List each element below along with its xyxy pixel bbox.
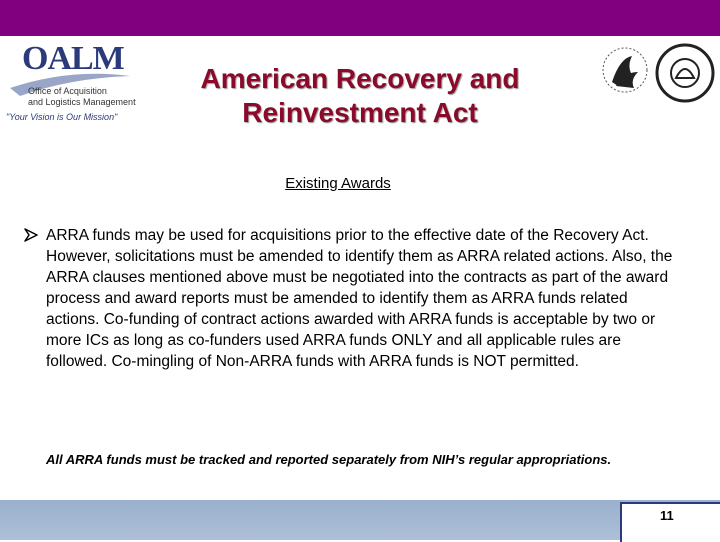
nih-seal-icon bbox=[657, 45, 713, 101]
oalm-logo-subtitle-2: and Logistics Management bbox=[28, 97, 136, 107]
oalm-logo-tagline: "Your Vision is Our Mission" bbox=[6, 112, 118, 122]
tracking-note: All ARRA funds must be tracked and reported separately from NIH’s regular appropriations. bbox=[46, 452, 612, 467]
slide-title-line-2: Reinvestment Act bbox=[242, 97, 478, 128]
header-bar bbox=[0, 0, 720, 36]
section-subheading: Existing Awards bbox=[285, 175, 391, 192]
page-number: 11 bbox=[660, 508, 674, 523]
arrow-bullet-icon bbox=[24, 228, 38, 242]
oalm-logo-text: OALM bbox=[22, 40, 124, 77]
slide-title bbox=[140, 62, 580, 130]
hhs-logo-icon bbox=[603, 48, 647, 92]
oalm-logo-subtitle-1: Office of Acquisition bbox=[28, 86, 107, 96]
nih-and-hhs-logos-icon bbox=[590, 38, 720, 108]
footer-bar bbox=[0, 500, 720, 540]
bullet-paragraph: ARRA funds may be used for acquisitions prior to the effective date of the Recovery Act. However, solicitations must be amended to identify them as ARRA related actions. Also, the ARRA clauses mentioned above must be negotiated into the contracts as part of the award process and award reports must be amended to identify them as ARRA funds related actions. Co-funding of contract actions awarded with ARRA funds is acceptable by two or more ICs as long as co-funders used ARRA funds ONLY and all applicable rules are followed. Co-mingling of Non-ARRA funds with ARRA funds is NOT permitted. bbox=[46, 227, 673, 370]
slide-title-line-1: American Recovery and bbox=[200, 63, 520, 94]
